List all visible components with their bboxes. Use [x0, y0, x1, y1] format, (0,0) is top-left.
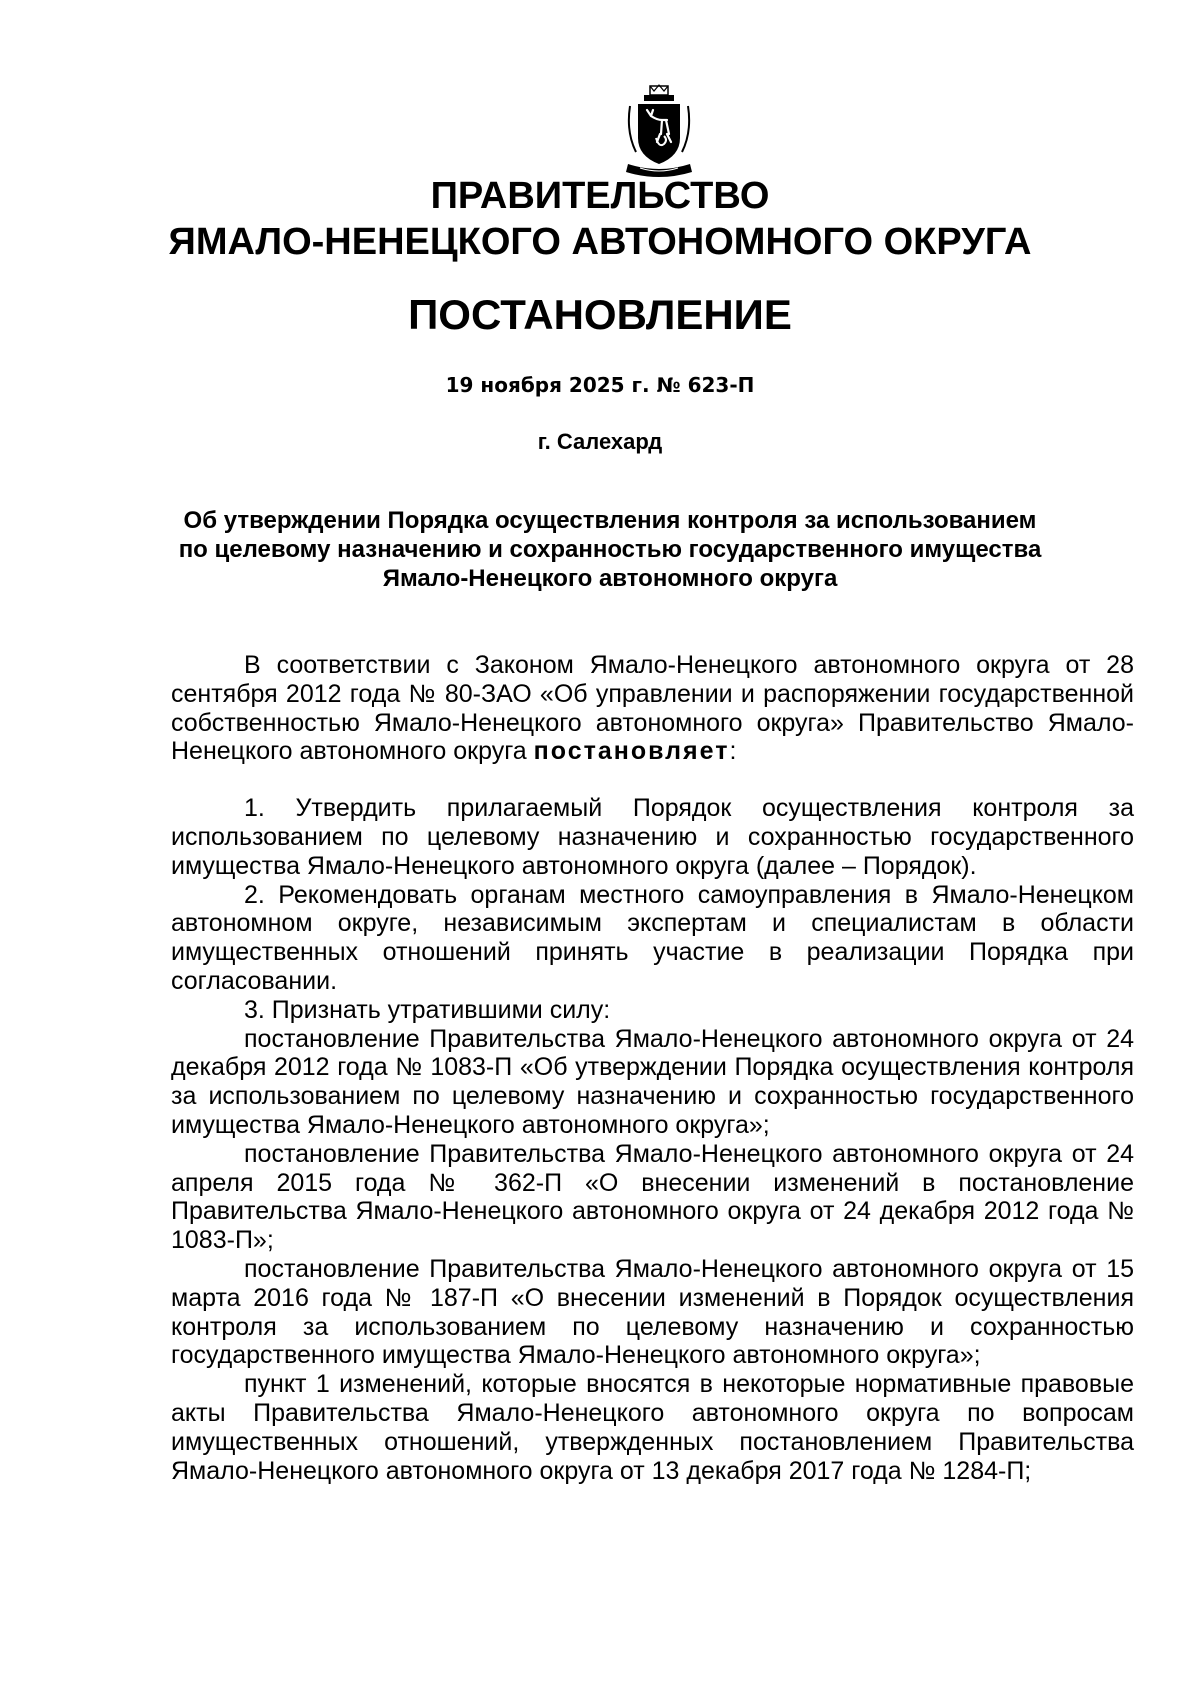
preamble-tail: :	[729, 737, 737, 766]
repealed-act-2: постановление Правительства Ямало-Ненецкого автономного округа от 24 апреля 2015 года № 362-П «О внесении изменений в постановление Правительства Ямало-Ненецкого автономного округа от 24 декабря 2012 года № 1083-П»;	[171, 1139, 1134, 1255]
repealed-act-3: постановление Правительства Ямало-Ненецкого автономного округа от 15 марта 2016 года № 187-П «О внесении изменений в Порядок осуществления контроля за использованием по целевому назначению и сохранностью государственного имущества Ямало-Ненецкого автономного округа»;	[171, 1254, 1134, 1370]
document-body	[171, 651, 1134, 1485]
repealed-act-4: пункт 1 изменений, которые вносятся в некоторые нормативные правовые акты Правительства Ямало-Ненецкого автономного округа по вопросам имущественных отношений, утвержденных постановлением Правительства Ямало-Ненецкого автономного округа от 13 декабря 2017 года № 1284-П;	[171, 1370, 1134, 1485]
paragraph-item-2: 2. Рекомендовать органам местного самоуправления в Ямало-Ненецком автономном округе, независимым экспертам и специалистам в области имущественных отношений принять участие в реализации Порядка при согласовании.	[171, 880, 1134, 995]
government-title-line2: ЯМАЛО-НЕНЕЦКОГО АВТОНОМНОГО ОКРУГА	[168, 221, 1032, 263]
preamble-paragraph	[171, 651, 1134, 766]
repealed-act-1: постановление Правительства Ямало-Ненецкого автономного округа от 24 декабря 2012 года № 1083-П «Об утверждении Порядка осуществления контроля за использованием по целевому назначению и сохранностью государственного имущества Ямало-Ненецкого автономного округа»;	[171, 1024, 1134, 1139]
date-and-number: 19 ноября 2025 г. № 623-П	[445, 373, 755, 397]
document-title: Об утверждении Порядка осуществления контроля за использованием по целевому назначению и сохранностью государственного имущества Ямало-Ненецкого автономного округа	[178, 507, 1042, 592]
preamble-emphasis: постановляет	[533, 737, 730, 766]
document-type-heading: ПОСТАНОВЛЕНИЕ	[408, 291, 792, 338]
paragraph-item-3: 3. Признать утратившими силу:	[244, 995, 611, 1024]
paragraph-item-1: 1. Утвердить прилагаемый Порядок осуществления контроля за использованием по целевому назначению и сохранностью государственного имущества Ямало-Ненецкого автономного округа (далее – Порядок).	[171, 794, 1134, 880]
city-label: г. Салехард	[537, 429, 663, 454]
preamble-text: В соответствии с Законом Ямало-Ненецкого автономного округа от 28 сентября 2012 года № 80-ЗАО «Об управлении и распоряжении государственной собственностью Ямало-Ненецкого автономного округа» Правительство Ямало-Ненецкого автономного округа	[171, 651, 1134, 766]
coat-of-arms-emblem	[620, 84, 698, 180]
government-title-line1: ПРАВИТЕЛЬСТВО	[430, 175, 770, 217]
